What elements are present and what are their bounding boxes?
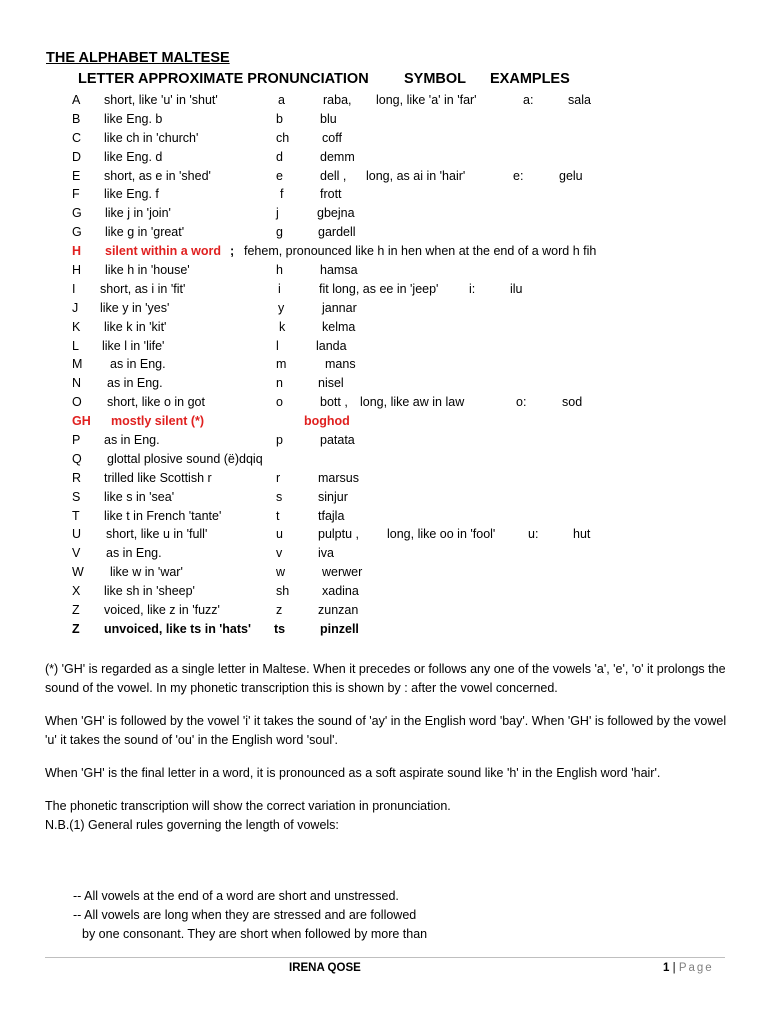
table-row	[0, 169, 768, 188]
list-item: -- All vowels are long when they are stressed and are followed	[73, 908, 417, 922]
row-symbol: n	[276, 376, 283, 391]
row-symbol: p	[276, 433, 283, 448]
table-row	[0, 490, 768, 509]
row-letter: S	[72, 489, 81, 504]
table-row	[0, 150, 768, 169]
row-example: demm	[320, 149, 355, 164]
row-example: marsus	[318, 470, 359, 485]
row-letter: T	[72, 508, 80, 523]
list-item: -- All vowels at the end of a word are short and unstressed.	[73, 889, 399, 903]
row-pronunciation: short, as e in 'shed'	[104, 168, 211, 183]
table-row	[0, 584, 768, 603]
row-long-symbol: u:	[528, 527, 539, 542]
row-pronunciation: like k in 'kit'	[104, 319, 167, 334]
alphabet-table	[0, 93, 768, 641]
table-row	[0, 301, 768, 320]
row-example: dell ,	[320, 168, 347, 183]
row-pronunciation: short, like u in 'full'	[106, 527, 208, 542]
table-row	[0, 414, 768, 433]
row-example: landa	[316, 338, 347, 353]
row-long-pronunciation: long, like aw in law	[360, 395, 465, 410]
row-example: frott	[320, 187, 342, 202]
row-long-symbol: a:	[523, 93, 534, 107]
row-symbol: r	[276, 470, 281, 485]
row-note: fehem, pronounced like h in hen when at the end of a word h fih	[244, 244, 597, 259]
row-long-example: gelu	[559, 168, 583, 183]
table-header	[78, 71, 678, 91]
row-symbol: m	[276, 357, 287, 372]
row-pronunciation: as in Eng.	[107, 376, 163, 391]
row-example: werwer	[322, 565, 363, 580]
row-long-example: ilu	[510, 281, 523, 296]
row-example: kelma	[322, 319, 356, 334]
row-letter: G	[72, 206, 82, 221]
table-row	[0, 527, 768, 546]
table-row	[0, 244, 768, 263]
note-paragraph: When 'GH' is followed by the vowel 'i' it takes the sound of 'ay' in the English word 'bay'. When 'GH' is followed by the vowel 'u' it takes the sound of 'ou' in the English word 'soul'.	[45, 714, 727, 747]
row-letter: Z	[72, 621, 80, 636]
header-examples: EXAMPLES	[490, 71, 570, 87]
table-row	[0, 112, 768, 131]
table-row	[0, 93, 768, 112]
row-long-symbol: e:	[513, 168, 524, 183]
row-letter: W	[72, 565, 84, 580]
row-pronunciation: like Eng. b	[104, 111, 163, 126]
row-symbol: o	[276, 395, 283, 410]
row-letter: N	[72, 376, 82, 391]
row-letter: O	[72, 395, 82, 410]
row-letter: D	[72, 149, 82, 164]
row-pronunciation: like Eng. d	[104, 149, 163, 164]
table-row	[0, 603, 768, 622]
table-row	[0, 622, 768, 641]
row-example: jannar	[322, 300, 357, 315]
row-pronunciation: short, like 'u' in 'shut'	[104, 93, 218, 107]
header-symbol: SYMBOL	[404, 71, 467, 87]
row-letter: C	[72, 130, 82, 145]
row-example: fit long, as ee in 'jeep'	[319, 281, 439, 296]
table-row	[0, 131, 768, 150]
row-symbol: s	[276, 489, 283, 504]
table-row	[0, 376, 768, 395]
row-pronunciation: like y in 'yes'	[100, 300, 170, 315]
row-long-symbol: i:	[469, 281, 476, 296]
row-symbol: ch	[276, 130, 290, 145]
row-example: mans	[325, 357, 356, 372]
row-symbol: a	[278, 93, 285, 107]
row-example: sinjur	[318, 489, 348, 504]
row-long-pronunciation: long, like oo in 'fool'	[387, 527, 496, 542]
row-example: boghod	[304, 414, 350, 429]
row-letter: M	[72, 357, 83, 372]
row-letter: L	[72, 338, 79, 353]
row-long-pronunciation: long, as ai in 'hair'	[366, 168, 466, 183]
row-symbol: h	[276, 263, 283, 278]
row-letter: I	[72, 281, 76, 296]
row-pronunciation: like l in 'life'	[102, 338, 165, 353]
table-row	[0, 206, 768, 225]
row-symbol: k	[279, 319, 286, 334]
row-symbol: sh	[276, 584, 290, 599]
row-pronunciation: like t in French 'tante'	[104, 508, 222, 523]
row-long-symbol: o:	[516, 395, 527, 410]
row-pronunciation: short, as i in 'fit'	[100, 281, 186, 296]
header-pronunciation: APPROXIMATE PRONUNCIATION	[138, 71, 369, 87]
table-row	[0, 187, 768, 206]
row-letter: G	[72, 225, 82, 240]
table-row	[0, 282, 768, 301]
row-pronunciation: like g in 'great'	[105, 225, 185, 240]
note-paragraph: (*) 'GH' is regarded as a single letter in Maltese. When it precedes or follows any one of the vowels 'a', 'e', 'o' it prolongs the sound of the vowel. In my phonetic transcription this is shown by : after the vowel concerned.	[45, 662, 726, 695]
row-letter: R	[72, 470, 82, 485]
table-row	[0, 225, 768, 244]
notes-section	[45, 660, 735, 835]
row-letter: X	[72, 584, 81, 599]
row-pronunciation: short, like o in got	[107, 395, 205, 410]
row-symbol: f	[280, 187, 284, 202]
row-letter: P	[72, 433, 81, 448]
row-long-example: hut	[573, 527, 591, 542]
row-letter: Q	[72, 451, 82, 466]
row-letter: GH	[72, 414, 91, 429]
row-letter: A	[72, 93, 81, 107]
row-pronunciation: as in Eng.	[104, 433, 160, 448]
row-letter: E	[72, 168, 81, 183]
row-symbol: t	[276, 508, 280, 523]
list-item: by one consonant. They are short when followed by more than	[82, 927, 428, 941]
table-row	[0, 395, 768, 414]
row-example: pinzell	[320, 621, 359, 636]
row-symbol: w	[276, 565, 286, 580]
row-example: bott ,	[320, 395, 348, 410]
page-label: Page	[678, 962, 714, 974]
document-title: THE ALPHABET MALTESE	[46, 50, 230, 66]
row-symbol: y	[278, 300, 285, 315]
row-pronunciation: like s in 'sea'	[104, 489, 175, 504]
row-pronunciation: voiced, like z in 'fuzz'	[104, 603, 220, 618]
table-row	[0, 263, 768, 282]
row-symbol: e	[276, 168, 283, 183]
row-example: xadina	[322, 584, 359, 599]
row-long-pronunciation: long, like 'a' in 'far'	[376, 93, 477, 107]
footer-author: IRENA QOSE	[289, 962, 361, 974]
row-pronunciation: like j in 'join'	[105, 206, 171, 221]
row-pronunciation: like sh in 'sheep'	[104, 584, 195, 599]
row-example: zunzan	[318, 603, 359, 618]
row-example: tfajla	[318, 508, 345, 523]
header-letter: LETTER	[78, 71, 135, 87]
note-paragraph: The phonetic transcription will show the correct variation in pronunciation.	[45, 799, 451, 813]
row-pronunciation: as in Eng.	[110, 357, 166, 372]
table-row	[0, 357, 768, 376]
row-letter: V	[72, 546, 81, 561]
row-pronunciation: silent within a word	[105, 244, 221, 259]
row-example: hamsa	[320, 263, 358, 278]
footer-page-number	[663, 962, 714, 974]
row-symbol: b	[276, 111, 283, 126]
row-letter: Z	[72, 603, 80, 618]
row-symbol: j	[276, 206, 279, 221]
table-row	[0, 565, 768, 584]
row-letter: K	[72, 319, 81, 334]
row-letter: U	[72, 527, 82, 542]
row-symbol: g	[276, 225, 283, 240]
table-row	[0, 433, 768, 452]
row-separator: ;	[230, 244, 235, 259]
table-row	[0, 339, 768, 358]
footer-divider	[45, 957, 725, 958]
row-example: patata	[320, 433, 355, 448]
row-letter: H	[72, 244, 82, 259]
row-example: blu	[320, 111, 337, 126]
row-symbol: ts	[274, 621, 286, 636]
page-number: 1	[663, 962, 670, 974]
table-row	[0, 509, 768, 528]
row-example: coff	[322, 130, 342, 145]
row-symbol: u	[276, 527, 283, 542]
row-symbol: z	[276, 603, 283, 618]
table-row	[0, 546, 768, 565]
row-symbol: l	[276, 338, 279, 353]
note-paragraph: When 'GH' is the final letter in a word, it is pronounced as a soft aspirate sound like 'h' in the English word 'hair'.	[45, 766, 661, 780]
row-pronunciation: like Eng. f	[104, 187, 159, 202]
row-letter: F	[72, 187, 80, 202]
row-letter: J	[72, 300, 79, 315]
row-pronunciation: mostly silent (*)	[111, 414, 205, 429]
note-paragraph: N.B.(1) General rules governing the length of vowels:	[45, 818, 339, 832]
row-example: gbejna	[317, 206, 355, 221]
page-separator: |	[672, 962, 676, 974]
table-row	[0, 320, 768, 339]
row-example: gardell	[318, 225, 356, 240]
row-pronunciation: as in Eng.	[106, 546, 162, 561]
row-pronunciation: unvoiced, like ts in 'hats'	[104, 621, 251, 636]
row-long-example: sala	[568, 93, 591, 107]
table-row	[0, 471, 768, 490]
row-example: nisel	[318, 376, 344, 391]
vowel-rules-list	[73, 887, 427, 944]
row-pronunciation: glottal plosive sound (ё)dqiq	[107, 451, 263, 466]
row-example: pulptu ,	[318, 527, 360, 542]
row-symbol: v	[276, 546, 283, 561]
row-pronunciation: like ch in 'church'	[104, 130, 199, 145]
row-pronunciation: trilled like Scottish r	[104, 470, 212, 485]
row-symbol: i	[278, 281, 281, 296]
row-long-example: sod	[562, 395, 583, 410]
row-letter: H	[72, 263, 82, 278]
table-row	[0, 452, 768, 471]
row-example: raba,	[323, 93, 352, 107]
row-letter: B	[72, 111, 81, 126]
row-pronunciation: like w in 'war'	[110, 565, 183, 580]
row-pronunciation: like h in 'house'	[105, 263, 190, 278]
row-symbol: d	[276, 149, 283, 164]
row-example: iva	[318, 546, 334, 561]
